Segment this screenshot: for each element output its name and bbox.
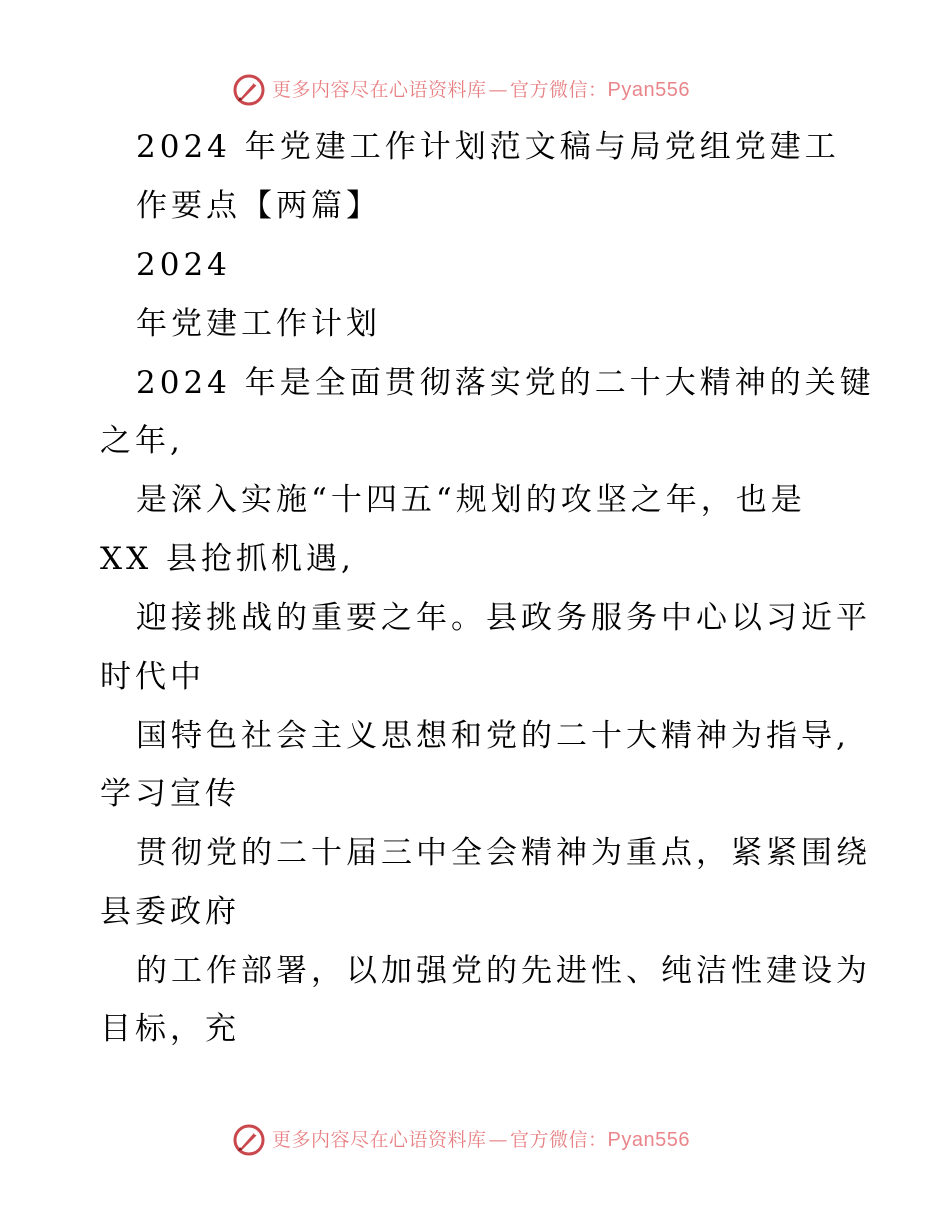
- subtitle-year: 2024: [136, 247, 231, 283]
- banner-wechat-label: 官方微信：: [510, 79, 608, 101]
- paragraph-line: 贯彻党的二十届三中全会精神为重点，紧紧围绕: [136, 835, 871, 871]
- paragraph-line: 的工作部署，以加强党的先进性、纯洁性建设为: [136, 953, 871, 989]
- banner-wechat-handle: Pyan556: [607, 79, 690, 101]
- header-banner: [232, 70, 712, 110]
- banner-wechat-handle: Pyan556: [607, 1129, 690, 1151]
- quill-logo-icon: [232, 73, 266, 107]
- paragraph-line: 迎接挑战的重要之年。县政务服务中心以习近平: [136, 600, 871, 636]
- paragraph-line: 目标，充: [100, 1011, 240, 1047]
- title-line-2: 作要点【两篇】: [136, 188, 381, 224]
- banner-separator: —: [488, 1129, 509, 1151]
- paragraph-line: 是深入实施“十四五“规划的攻坚之年，也是: [136, 482, 806, 518]
- paragraph-line: 国特色社会主义思想和党的二十大精神为指导,: [136, 718, 850, 754]
- quill-logo-icon: [232, 1123, 266, 1157]
- paragraph-line: 2024 年是全面贯彻落实党的二十大精神的关键: [136, 365, 875, 401]
- paragraph-line: XX 县抢抓机遇,: [100, 541, 355, 577]
- banner-wechat-label: 官方微信：: [510, 1129, 608, 1151]
- paragraph-line: 之年,: [100, 423, 184, 459]
- paragraph-line: 县委政府: [100, 894, 240, 930]
- title-line-1: 2024 年党建工作计划范文稿与局党组党建工: [136, 129, 840, 165]
- subtitle-heading: 年党建工作计划: [136, 306, 381, 342]
- banner-slogan: 更多内容尽在心语资料库: [272, 1129, 487, 1151]
- footer-banner: [232, 1120, 712, 1160]
- banner-slogan: 更多内容尽在心语资料库: [272, 79, 487, 101]
- paragraph-line: 时代中: [100, 659, 205, 695]
- banner-separator: —: [488, 79, 509, 101]
- paragraph-line: 学习宣传: [100, 776, 240, 812]
